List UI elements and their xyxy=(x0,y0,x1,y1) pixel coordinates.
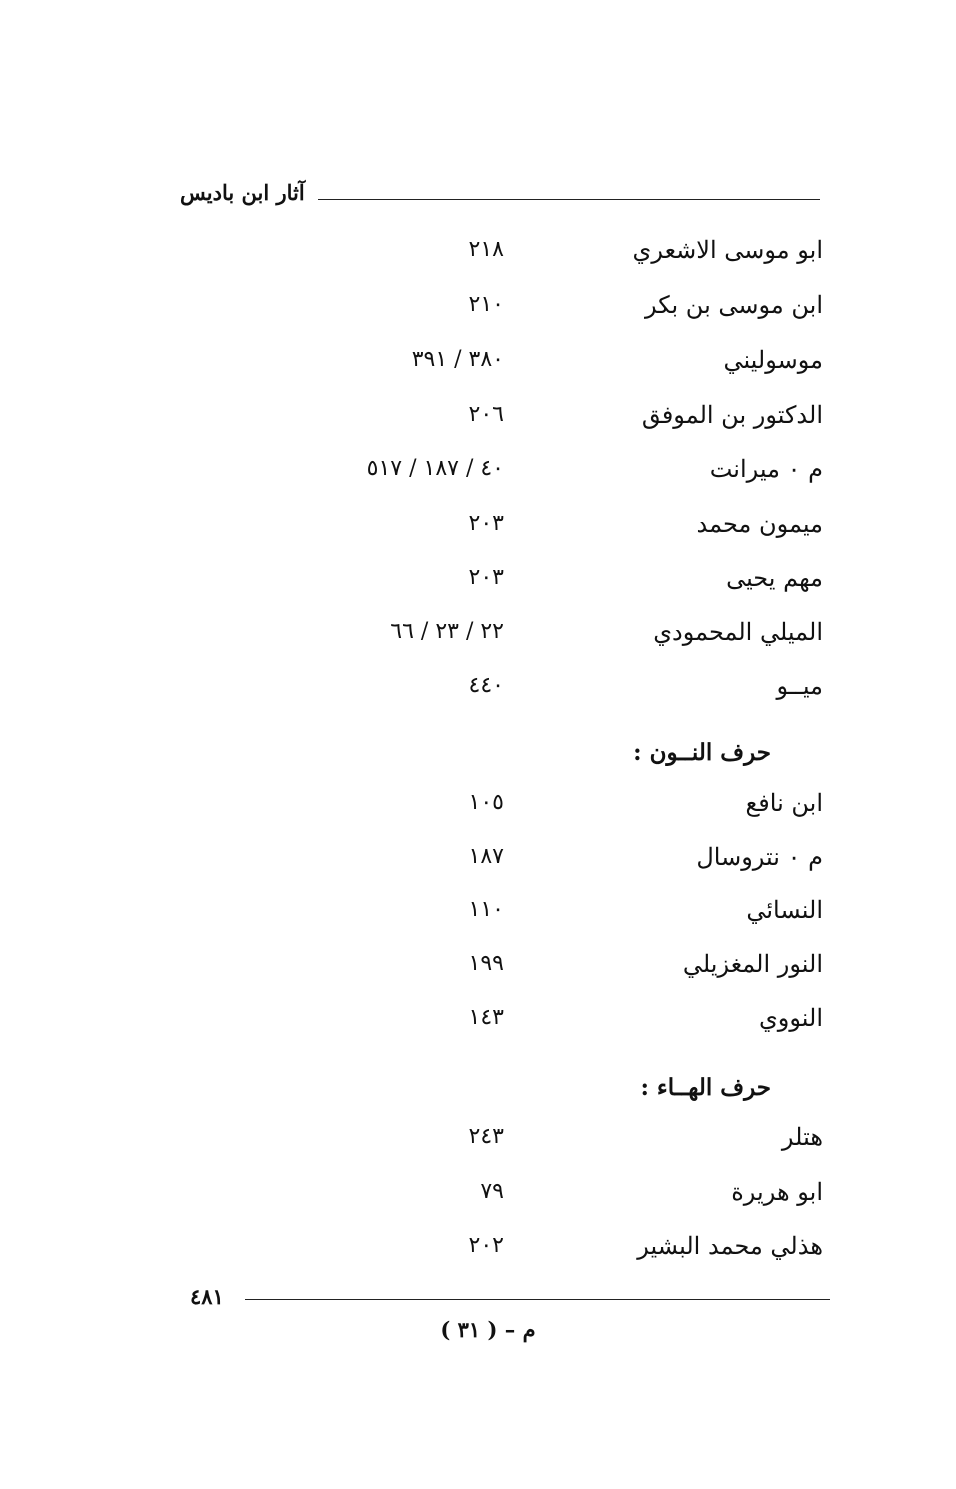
entry-name: النووي xyxy=(759,1004,823,1032)
index-entry xyxy=(0,888,956,932)
entry-name: موسوليني xyxy=(723,346,823,374)
entry-pages: ١٤٣ xyxy=(468,1005,504,1030)
index-entry xyxy=(0,1115,956,1159)
footer-rule xyxy=(245,1299,830,1300)
index-entry xyxy=(0,942,956,986)
entry-pages: ٤٠ / ١٨٧ / ٥١٧ xyxy=(366,456,504,481)
entry-pages: ١٩٩ xyxy=(468,951,504,976)
index-entry xyxy=(0,556,956,600)
entry-name: النور المغزيلي xyxy=(682,950,823,978)
entry-name: ميمون محمد xyxy=(696,510,823,538)
entry-pages: ٣٨٠ / ٣٩١ xyxy=(411,347,504,372)
index-entry xyxy=(0,393,956,437)
entry-name: مهم يحيى xyxy=(726,564,823,592)
index-entry xyxy=(0,338,956,382)
entry-name: ابن موسى بن بكر xyxy=(645,291,823,319)
entry-name: ابو موسى الاشعري xyxy=(632,236,823,264)
page-number: ٤٨١ xyxy=(190,1284,224,1309)
entry-name: ابن نافع xyxy=(745,789,823,817)
entry-name: م ٠ ميرانت xyxy=(709,455,823,483)
index-entry xyxy=(0,283,956,327)
entry-pages: ٢٤٣ xyxy=(468,1124,504,1149)
index-entry xyxy=(0,1224,956,1268)
index-entry xyxy=(0,1170,956,1214)
page-footer xyxy=(180,1283,830,1313)
index-entry xyxy=(0,610,956,654)
entry-pages: ٢٠٣ xyxy=(468,511,504,536)
entry-pages: ٧٩ xyxy=(480,1179,504,1204)
section-heading-ha: حرف الهــاء : xyxy=(640,1074,771,1101)
entry-name: الدكتور بن الموفق xyxy=(641,401,823,429)
entry-pages: ٤٤٠ xyxy=(468,673,504,698)
entry-name: هذلي محمد البشير xyxy=(637,1232,823,1260)
entry-pages: ٢٢ / ٢٣ / ٦٦ xyxy=(390,619,504,644)
index-entry xyxy=(0,781,956,825)
entry-pages: ١٠٥ xyxy=(468,790,504,815)
entry-pages: ٢١٨ xyxy=(468,237,504,262)
entry-name: م ٠ نتروسال xyxy=(696,843,823,871)
entry-pages: ٢٠٣ xyxy=(468,565,504,590)
entry-name: الميلي المحمودي xyxy=(653,618,823,646)
entry-name: ابو هريرة xyxy=(731,1178,823,1206)
running-header-title: آثار ابن باديس xyxy=(180,180,305,205)
section-heading-noon: حرف النــون : xyxy=(633,739,771,766)
entry-pages: ٢٠٢ xyxy=(468,1233,504,1258)
entry-pages: ٢١٠ xyxy=(468,292,504,317)
printer-signature: م – ( ٣١ ) xyxy=(440,1317,536,1342)
entry-name: ميــو xyxy=(776,672,823,700)
index-entry xyxy=(0,996,956,1040)
index-entry xyxy=(0,502,956,546)
index-entry xyxy=(0,447,956,491)
header-rule xyxy=(318,199,820,200)
index-entry xyxy=(0,835,956,879)
index-entry xyxy=(0,664,956,708)
entry-pages: ٢٠٦ xyxy=(468,402,504,427)
running-header xyxy=(180,178,820,208)
entry-pages: ١١٠ xyxy=(468,897,504,922)
entry-pages: ١٨٧ xyxy=(468,844,504,869)
entry-name: النسائي xyxy=(746,896,823,924)
entry-name: هتلر xyxy=(781,1123,823,1151)
index-entry xyxy=(0,228,956,272)
